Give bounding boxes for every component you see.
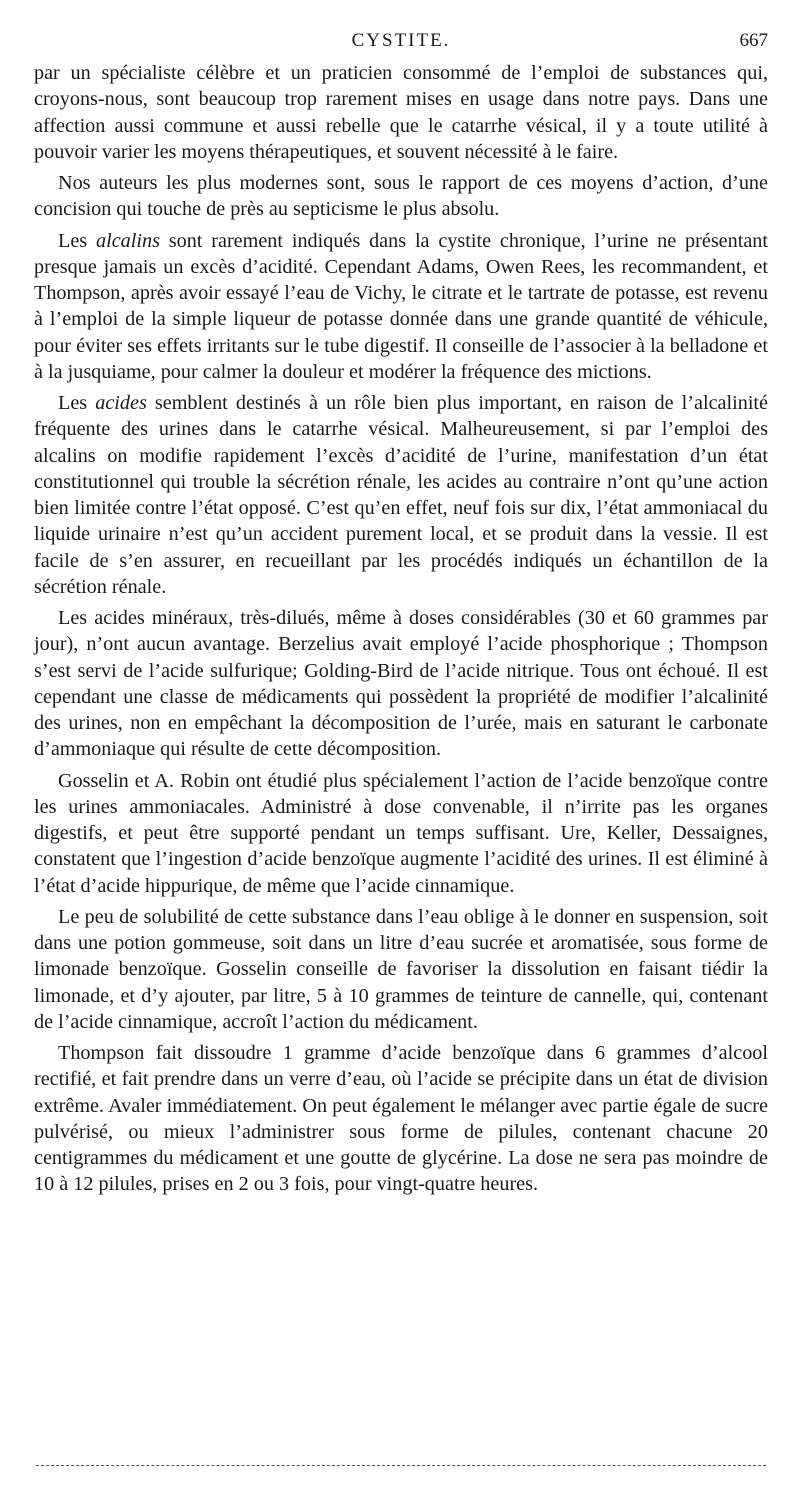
paragraph [34,170,768,223]
text-run: Les acides minéraux, très-dilués, même à doses considérables (30 et 60 grammes par jour), n’ont aucun avantage. Berzelius avait employé l’acide phosphorique ; Thompson s’est servi de l’acide sulfurique; Golding-Bird de l’acide nitrique. Tous ont échoué. Il est cependant une classe de médicaments qui possèdent la propriété de modifier l’alcalinité des urines, non en empêchant la décomposition de l’urée, mais en saturant le carbonate d’ammoniaque qui résulte de cette décomposition. [34,607,768,761]
text-run: Les [58,392,96,414]
text-run: semblent destinés à un rôle bien plus important, en raison de l’alcalinité fréquente des urines dans le catarrhe vésical. Malheureusement, si par l’emploi des alcalins on modifie rapidement l’excès d’acidité de l’urine, manifestation d’un état constitutionnel qui trouble la sécrétion rénale, les acides au contraire n’ont qu’une action bien limitée contre l’état opposé. C’est qu’en effet, neuf fois sur dix, l’état ammoniacal du liquide urinaire n’est qu’un accident purement local, et se produit dans la vessie. Il est facile de s’en assurer, en recueillant par les procédés indiqués un échantillon de la sécrétion rénale. [34,392,768,598]
paragraph [34,1040,768,1198]
paragraph [34,228,768,386]
italic-term: alcalins [96,229,160,252]
text-run: Le peu de solubilité de cette substance dans l’eau oblige à le donner en suspension, soit dans une potion gommeuse, soit dans un litre d’eau sucrée et aromatisée, sous forme de limonade benzoïque. Gosselin conseille de favoriser la dissolution en faisant tiédir la limonade, et d’y ajouter, par litre, 5 à 10 grammes de teinture de cannelle, qui, contenant de l’acide cinnamique, accroît l’action du médicament. [34,905,768,1033]
italic-term: acides [95,392,147,414]
running-title: CYSTITE. [351,30,451,51]
bottom-rule [36,1465,766,1466]
paragraph [34,605,768,763]
paragraph [34,768,768,899]
paragraph [34,60,768,165]
text-run: Thompson fait dissoudre 1 gramme d’acide benzoïque dans 6 grammes d’alcool rectifié, et fait prendre dans un verre d’eau, où l’acide se précipite dans un état de division extrême. Avaler immédiatement. On peut également le mélanger avec partie égale de sucre pulvérisé, ou mieux l’administrer sous forme de pilules, contenant chacune 20 centigrammes du médicament et une goutte de glycérine. La dose ne sera pas moindre de 10 à 12 pilules, prises en 2 ou 3 fois, pour vingt-quatre heures. [34,1042,768,1196]
page-header [34,30,768,60]
text-run: sont rarement indiqués dans la cystite chronique, l’urine ne présentant presque jamais un excès d’acidité. Cependant Adams, Owen Rees, les recommandent, et Thompson, après avoir essayé l’eau de Vichy, le citrate et le tartrate de potasse, est revenu à l’emploi de la simple liqueur de potasse donnée dans une grande quantité de véhicule, pour éviter ses effets irritants sur le tube digestif. Il conseille de l’associer à la belladone et à la jusquiame, pour calmer la douleur et modérer la fréquence des mictions. [34,229,768,383]
paragraph [34,390,768,600]
text-run: par un spécialiste célèbre et un praticien consommé de l’emploi de substances qui, croyons-nous, sont beaucoup trop rarement mises en usage dans notre pays. Dans une affection aussi commune et aussi rebelle que le catarrhe vésical, il y a toute utilité à pouvoir varier les moyens thérapeutiques, et souvent nécessité à le faire. [34,62,768,163]
text-run: Nos auteurs les plus modernes sont, sous le rapport de ces moyens d’action, d’une concision qui touche de près au septicisme le plus absolu. [34,172,768,221]
text-run: Gosselin et A. Robin ont étudié plus spécialement l’action de l’acide benzoïque contre les urines ammoniacales. Administré à dose convenable, il n’irrite pas les organes digestifs, et peut être supporté pendant un temps suffisant. Ure, Keller, Dessaignes, constatent que l’ingestion d’acide benzoïque augmente l’acidité des urines. Il est éliminé à l’état d’acide hippurique, de même que l’acide cinnamique. [34,769,768,897]
page-number: 667 [739,30,768,51]
paragraph [34,904,768,1035]
body-text [34,60,768,1198]
text-run: Les [58,229,96,252]
page [34,30,768,1198]
